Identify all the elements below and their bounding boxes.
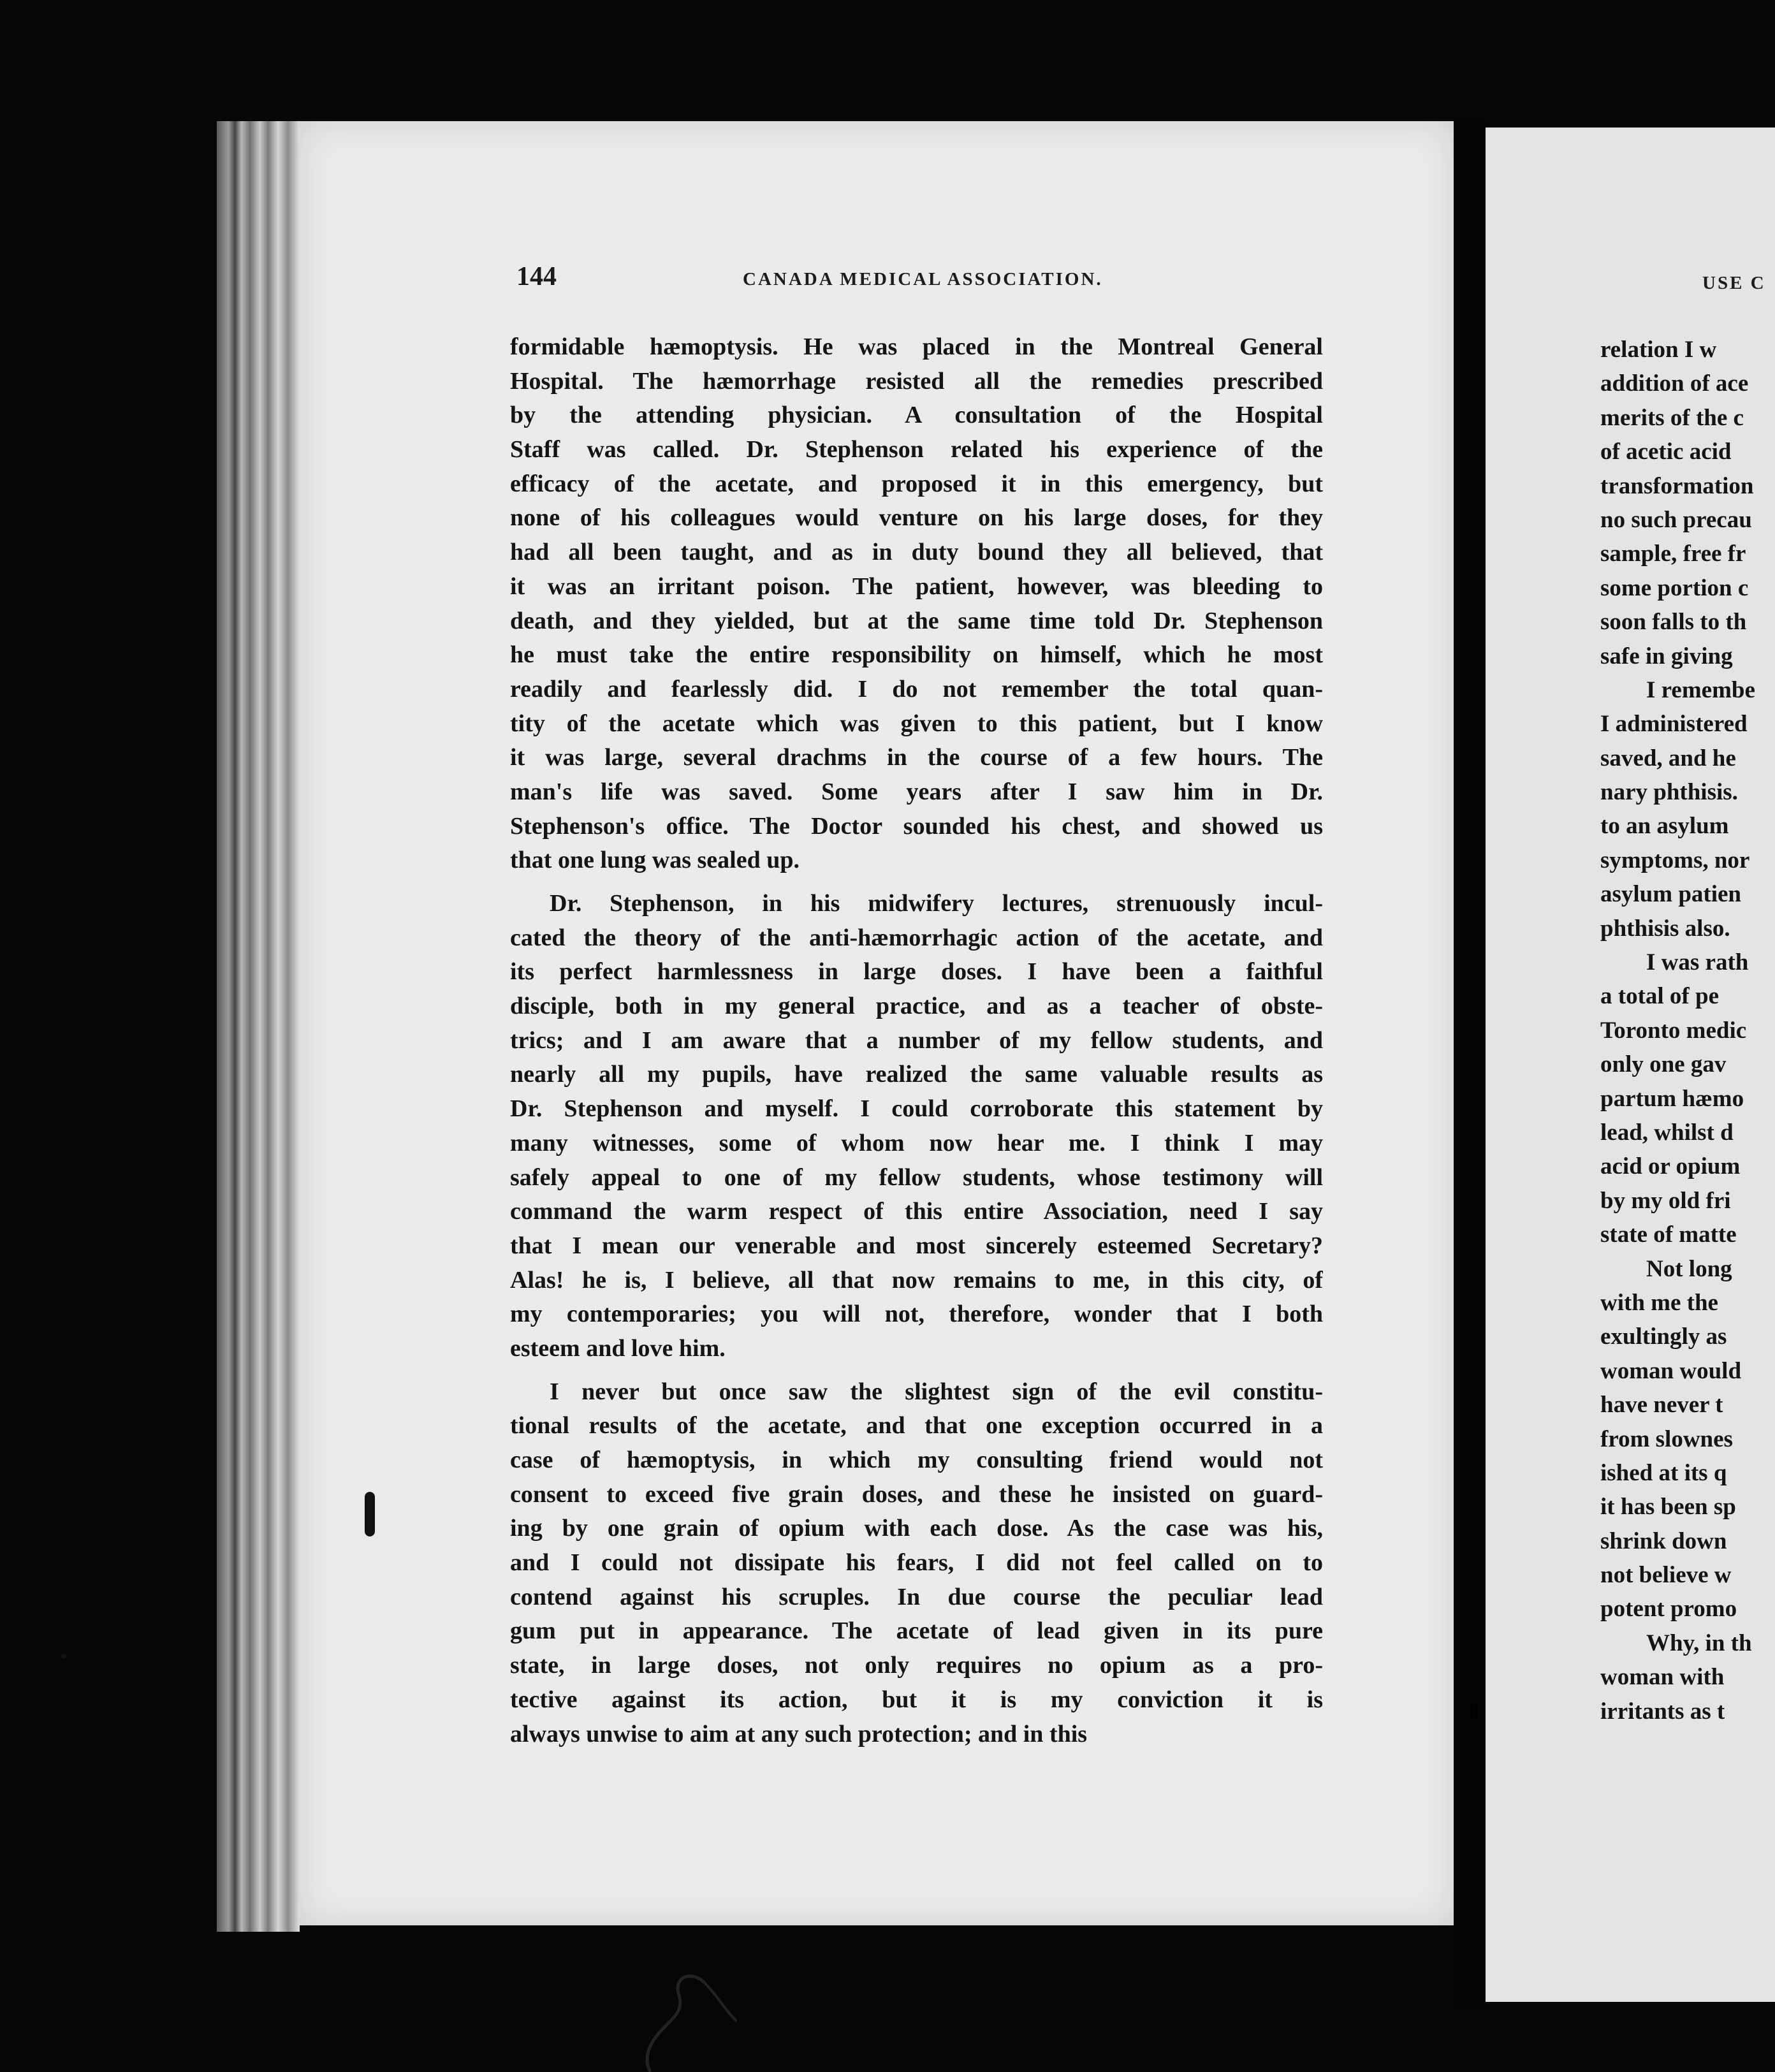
- right-page: [1486, 128, 1775, 2002]
- right-text-line: Toronto medic: [1600, 1017, 1747, 1044]
- text-line: tional results of the acetate, and that one exception occurred in a: [510, 1412, 1323, 1440]
- text-line: Dr. Stephenson, in his midwifery lectures, strenuously incul-: [550, 890, 1323, 917]
- right-text-line: addition of ace: [1600, 370, 1749, 397]
- right-text-line: merits of the c: [1600, 404, 1744, 431]
- text-line: efficacy of the acetate, and proposed it in this emergency, but: [510, 470, 1323, 497]
- right-text-line: symptoms, nor: [1600, 847, 1750, 873]
- text-line: had all been taught, and as in duty bound they all believed, that: [510, 539, 1323, 566]
- right-text-line: acid or opium: [1600, 1153, 1741, 1180]
- right-text-line: woman with: [1600, 1664, 1725, 1691]
- text-line: always unwise to aim at any such protection; and in this: [510, 1720, 1088, 1747]
- right-text-line: sample, free fr: [1600, 541, 1746, 567]
- text-line: tective against its action, but it is my conviction it is: [510, 1686, 1323, 1713]
- right-text-line: shrink down: [1600, 1528, 1727, 1554]
- text-line: esteem and love him.: [510, 1334, 726, 1362]
- page-number: 144: [516, 262, 557, 291]
- book-gutter: [1454, 121, 1486, 2008]
- text-line: Hospital. The hæmorrhage resisted all the remedies prescribed: [510, 367, 1323, 395]
- right-running-head: USE C: [1702, 273, 1766, 293]
- text-line: command the warm respect of this entire Association, need I say: [510, 1198, 1323, 1225]
- ink-speck: [365, 1492, 375, 1536]
- text-line: gum put in appearance. The acetate of lead given in its pure: [510, 1617, 1323, 1645]
- right-text-line: a total of pe: [1600, 983, 1719, 1010]
- right-text-line: safe in giving: [1600, 643, 1733, 669]
- body-text: [510, 330, 1323, 1751]
- right-text-line: partum hæmo: [1600, 1085, 1744, 1112]
- text-line: Stephenson's office. The Doctor sounded his chest, and showed us: [510, 812, 1323, 840]
- right-text-line: no such precau: [1600, 506, 1752, 533]
- right-text-line: ished at its q: [1600, 1459, 1727, 1486]
- text-line: Alas! he is, I believe, all that now remains to me, in this city, of: [510, 1266, 1323, 1294]
- right-text-line: potent promo: [1600, 1596, 1737, 1623]
- text-line: I never but once saw the slightest sign of the evil constitu-: [550, 1378, 1323, 1405]
- right-text-line: of acetic acid: [1600, 439, 1732, 465]
- right-text-line: exultingly as: [1600, 1324, 1727, 1350]
- right-text-line: woman would: [1600, 1357, 1742, 1384]
- text-line: man's life was saved. Some years after I saw him in Dr.: [510, 778, 1323, 805]
- right-text-line: state of matte: [1600, 1222, 1737, 1248]
- text-line: by the attending physician. A consultation of the Hospital: [510, 402, 1323, 429]
- right-text-line: lead, whilst d: [1600, 1119, 1734, 1146]
- right-text-line: phthisis also.: [1600, 915, 1730, 942]
- right-text-line: it has been sp: [1600, 1494, 1736, 1521]
- journal-title: CANADA MEDICAL ASSOCIATION.: [743, 269, 1103, 289]
- right-text-line: relation I w: [1600, 337, 1717, 363]
- right-text-line: have never t: [1600, 1392, 1723, 1419]
- right-text-line: nary phthisis.: [1600, 779, 1738, 806]
- text-line: its perfect harmlessness in large doses. I have been a faithful: [510, 958, 1323, 986]
- text-line: cated the theory of the anti-hæmorrhagic action of the acetate, and: [510, 924, 1323, 951]
- ink-speck: [1470, 1702, 1479, 1720]
- right-text-line: from slownes: [1600, 1426, 1733, 1452]
- right-text-line: not believe w: [1600, 1562, 1732, 1589]
- text-line: readily and fearlessly did. I do not remember the total quan-: [510, 675, 1323, 703]
- right-text-line: irritants as t: [1600, 1698, 1725, 1725]
- text-line: case of hæmoptysis, in which my consulting friend would not: [510, 1447, 1323, 1473]
- text-line: Staff was called. Dr. Stephenson related his experience of the: [510, 436, 1323, 463]
- hair-artifact: [628, 1944, 756, 2072]
- right-text-line: to an asylum: [1600, 813, 1729, 840]
- text-line: consent to exceed five grain doses, and these he insisted on guard-: [510, 1480, 1323, 1508]
- text-line: trics; and I am aware that a number of my fellow students, and: [510, 1026, 1323, 1054]
- right-text-line: saved, and he: [1600, 745, 1736, 771]
- right-text-line: with me the: [1600, 1289, 1718, 1316]
- text-line: state, in large doses, not only requires no opium as a pro-: [510, 1652, 1323, 1679]
- text-line: many witnesses, some of whom now hear me. I think I may: [510, 1129, 1323, 1156]
- right-text-line: transformation: [1600, 472, 1754, 499]
- text-line: it was an irritant poison. The patient, however, was bleeding to: [510, 573, 1323, 600]
- right-text-line: asylum patien: [1600, 881, 1742, 908]
- text-line: and I could not dissipate his fears, I did not feel called on to: [510, 1549, 1323, 1577]
- text-line: it was large, several drachms in the course of a few hours. The: [510, 744, 1323, 771]
- right-text-line: only one gav: [1600, 1051, 1727, 1078]
- text-line: Dr. Stephenson and myself. I could corroborate this statement by: [510, 1095, 1323, 1123]
- right-text-line: Not long: [1646, 1255, 1732, 1282]
- text-line: none of his colleagues would venture on his large doses, for they: [510, 504, 1323, 532]
- text-line: he must take the entire responsibility on himself, which he most: [510, 641, 1323, 669]
- text-line: safely appeal to one of my fellow students, whose testimony will: [510, 1164, 1323, 1191]
- right-text-line: I administered: [1600, 711, 1748, 738]
- right-text-line: some portion c: [1600, 574, 1749, 601]
- text-line: disciple, both in my general practice, and as a teacher of obste-: [510, 993, 1323, 1020]
- right-text-line: Why, in th: [1646, 1630, 1752, 1656]
- running-head: [300, 261, 1454, 300]
- right-text-line: soon falls to th: [1600, 609, 1747, 636]
- right-body-text: [1600, 333, 1775, 1728]
- right-text-line: I remembe: [1646, 676, 1755, 703]
- text-line: death, and they yielded, but at the same time told Dr. Stephenson: [510, 607, 1323, 634]
- text-line: that one lung was sealed up.: [510, 847, 800, 874]
- page-edges: [217, 121, 300, 1932]
- paragraph-gap: [510, 1366, 1323, 1375]
- right-text-line: by my old fri: [1600, 1187, 1731, 1214]
- text-line: formidable hæmoptysis. He was placed in the Montreal General: [510, 333, 1323, 360]
- left-page: [300, 121, 1454, 1925]
- text-line: tity of the acetate which was given to this patient, but I know: [510, 710, 1323, 737]
- text-line: that I mean our venerable and most sincerely esteemed Secretary?: [510, 1232, 1323, 1259]
- right-text-line: I was rath: [1646, 949, 1749, 976]
- text-line: my contemporaries; you will not, therefore, wonder that I both: [510, 1301, 1323, 1328]
- text-line: ing by one grain of opium with each dose. As the case was his,: [510, 1515, 1323, 1542]
- ink-speck: [61, 1654, 66, 1659]
- text-line: nearly all my pupils, have realized the same valuable results as: [510, 1061, 1323, 1088]
- paragraph-gap: [510, 878, 1323, 887]
- text-line: contend against his scruples. In due course the peculiar lead: [510, 1583, 1323, 1610]
